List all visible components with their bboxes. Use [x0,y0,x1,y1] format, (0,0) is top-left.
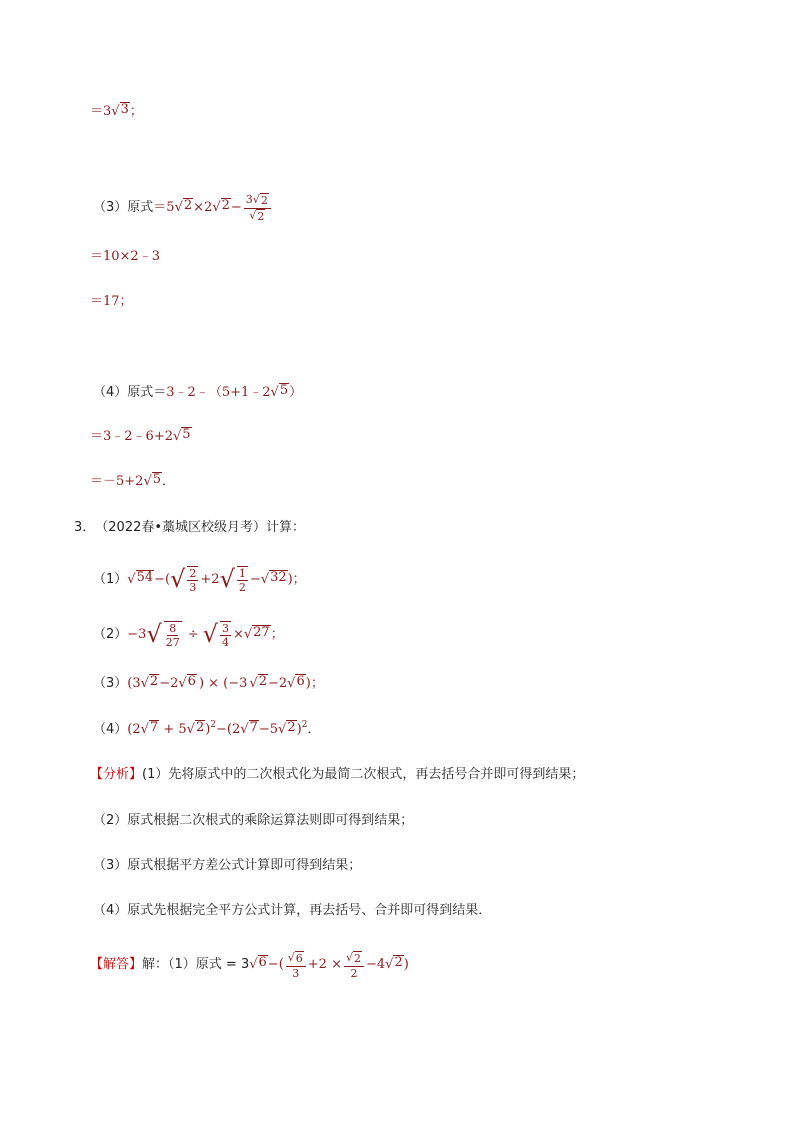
sqrt-8-over-27: √ $\frac{8}{27}$ [146,620,180,649]
sqrt-7: √ 7 [140,720,159,737]
sqrt-2-over-3: √ $\frac{2}{3}$ [170,565,197,594]
fraction-sqrt2-over-2: √ 2 2 [344,951,364,980]
problem-q4 [93,720,320,740]
problem-q2 [93,618,284,652]
divide: ÷ [187,627,199,642]
fraction-sqrt6-over-3: √ 6 3 [286,951,306,980]
q4-end: ． [307,722,321,737]
q3-label: （3） [93,676,128,691]
line-body: ＝3﹣2﹣6+2 [90,429,173,444]
semicolon: ； [129,104,143,119]
close: )； [287,572,306,587]
sqrt-7b: √ 7 [240,720,258,737]
answer-intro: 解：（1）原式 = 3 [142,957,250,972]
times: × [232,627,244,642]
times-2: ×2 [193,200,213,215]
minus-paren: −( [154,572,171,587]
sqrt-5: √ 5 [270,383,289,400]
neg-3: −3 [127,627,147,642]
problem-source: （2022春•藁城区校级月考）计算： [95,520,306,535]
q4-c: ) [205,722,211,737]
sqrt-32: √ 32 [260,570,287,587]
solution-part-3 [93,193,273,223]
eq-sign: ＝5 [153,200,175,215]
analysis-line-3: （3）原式根据平方差公式计算即可得到结果； [93,858,362,873]
part-4-body: 3﹣2﹣（5+1﹣2 [166,385,271,400]
answer-line-1 [90,948,409,982]
line-body: ＝－5+2 [90,474,144,489]
end: ； [270,627,284,642]
solution-line-1 [90,102,143,122]
q3-c: ) × (−3 [198,676,248,691]
eq-text: ＝3 [90,104,112,119]
q4-a: (2 [127,722,141,737]
answer-b: −4 [366,957,386,972]
solution-part-3-line-3: ＝17； [90,294,133,309]
solution-part-3-line-2: ＝10×2﹣3 [90,249,160,264]
num-coef: 3 [245,192,253,206]
sqrt-6: √ 6 [249,955,267,972]
sqrt-2: √ 2 [140,674,159,691]
sqrt-27: √ 27 [243,625,270,642]
sqrt-3: √ 3 [111,102,129,119]
square-2: 2 [301,720,308,730]
q4-b: + 5 [159,722,187,737]
square-1: 2 [210,720,217,730]
num-rad: 6 [295,951,303,965]
analysis-line-1 [90,765,584,785]
q3-a: (3 [127,676,141,691]
q4-d: −(2 [216,722,241,737]
sqrt-2b: √ 2 [212,198,230,215]
problem-q3 [93,674,324,694]
sqrt-5c: √ 5 [143,472,162,489]
sqrt-1-over-2: √ $\frac{1}{2}$ [219,565,246,594]
close-paren: ） [289,385,303,400]
problem-number: 3． [74,520,96,535]
plus-2: +2 [200,572,220,587]
sqrt-54: √ 54 [127,570,154,587]
part-4-label: （4）原式＝ [93,385,167,400]
q2-label: （2） [93,627,128,642]
answer-c: ) [403,957,409,972]
sqrt-6b: √ 6 [287,674,305,691]
answer-tag: 【解答】 [90,957,143,972]
sqrt-2: √ 2 [186,720,205,737]
den: 3 [292,966,300,980]
sqrt-5b: √ 5 [172,427,191,444]
sqrt-2: √ 2 [385,955,403,972]
sqrt-2b: √ 2 [278,720,296,737]
answer-plus2: +2 × [307,957,342,972]
analysis-line-4: （4）原式先根据完全平方公式计算，再去括号、合并即可得到结果． [93,903,492,918]
den: 2 [350,966,358,980]
problem-header [74,518,305,538]
minus: − [230,200,242,215]
q3-b: −2 [159,676,179,691]
q3-e: )； [305,676,324,691]
problem-q1 [93,563,306,597]
minus: − [249,572,261,587]
solution-part-4-line-3 [90,472,175,492]
solution-part-4 [93,383,302,403]
analysis-line-2: （2）原式根据二次根式的乘除运算法则即可得到结果； [93,813,414,828]
analysis-tag: 【分析】 [90,767,143,782]
analysis-text-1: (1）先将原式中的二次根式化为最简二次根式，再去括号合并即可得到结果； [142,767,585,782]
q4-label: （4） [93,722,128,737]
num-rad: 2 [260,193,268,207]
q4-f: ) [296,722,302,737]
sqrt-2: √ 2 [174,198,193,215]
solution-part-4-line-2 [90,427,192,447]
den-rad: 2 [257,209,265,223]
part-3-prefix: （3）原式 [93,200,154,215]
fraction-3sqrt2-over-sqrt2: 3 √ 2 √ 2 [244,193,271,224]
q3-d: −2 [268,676,288,691]
q4-e: −5 [258,722,279,737]
answer-a: −( [267,957,284,972]
period: ． [162,474,176,489]
sqrt-2b: √ 2 [249,674,267,691]
num-rad: 2 [354,951,361,965]
q1-label: （1） [93,572,128,587]
sqrt-6: √ 6 [178,674,196,691]
sqrt-3-over-4: √ $\frac{3}{4}$ [202,620,229,649]
